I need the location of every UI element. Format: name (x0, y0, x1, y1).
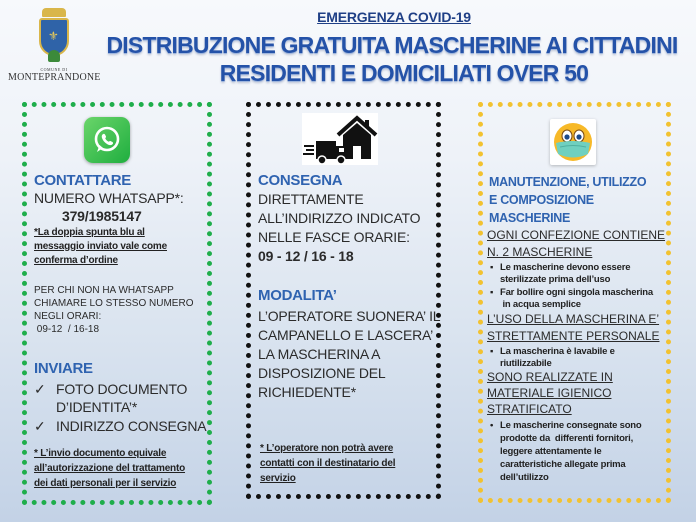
bullet-icon: • (490, 420, 494, 431)
section-3-bullet-line-4: caratteristiche allegate prima (500, 459, 626, 470)
maintenance-heading-line-3: MASCHERINE (489, 211, 571, 225)
section-3-bullet-line-1: Le mascherine consegnate sono (500, 420, 642, 431)
contact-footnote-line-2: all’autorizzazione del trattamento (34, 463, 186, 474)
comune-label: COMUNE DI (40, 67, 68, 72)
bullet-icon: ▪ (490, 346, 494, 357)
delivery-line-1: DIRETTAMENTE (258, 191, 364, 207)
contact-note-line-3: conferma d’ordine (34, 255, 118, 266)
alt-contact-line-3: NEGLI ORARI: (34, 311, 102, 322)
mode-heading: MODALITA’ (258, 287, 337, 304)
send-item-1-line-1: FOTO DOCUMENTO (56, 381, 188, 397)
section-3-line-3: STRATIFICATO (487, 402, 572, 416)
mode-line-3: LA MASCHERINA A (258, 346, 381, 362)
contact-heading: CONTATTARE (34, 172, 131, 189)
bullet-icon: ▪ (490, 262, 494, 273)
mode-line-2: CAMPANELLO E LASCERA’ (258, 327, 434, 343)
section-1-bullet-2-line-1: Far bollire ogni singola mascherina (500, 287, 653, 298)
check-icon: ✓ (34, 381, 46, 397)
delivery-heading: CONSEGNA (258, 172, 343, 189)
send-heading: INVIARE (34, 360, 93, 377)
section-3-line-1: SONO REALIZZATE IN (487, 370, 613, 384)
send-item-1-line-2: D’IDENTITA’* (56, 399, 138, 415)
section-1-bullet-1-line-1: Le mascherine devono essere (500, 262, 631, 273)
page-title-line-1: DISTRIBUZIONE GRATUITA MASCHERINE AI CITTADINI (106, 32, 678, 58)
section-3-line-2: MATERIALE IGIENICO (487, 386, 612, 400)
delivery-footnote-line-2: contatti con il destinatario del (260, 458, 396, 469)
section-1-line-1: OGNI CONFEZIONE CONTIENE (487, 228, 666, 242)
section-1-bullet-2-line-2: in acqua semplice (500, 299, 581, 310)
maintenance-heading-line-1: MANUTENZIONE, UTILIZZO (489, 175, 647, 189)
alt-contact-line-1: PER CHI NON HA WHATSAPP (34, 285, 174, 296)
contact-footnote-line-3: dei dati personali per il servizio (34, 478, 177, 489)
section-3-bullet-line-5: dell’utilizzo (500, 472, 549, 483)
mode-line-5: RICHIEDENTE* (258, 384, 356, 400)
contact-footnote-line-1: * L’invio documento equivale (34, 448, 167, 459)
delivery-footnote-line-1: * L’operatore non potrà avere (260, 443, 394, 454)
check-icon: ✓ (34, 418, 46, 434)
page-title-line-2: RESIDENTI E DOMICILIATI OVER 50 (219, 60, 589, 86)
section-3-bullet-line-3: leggere attentamente le (500, 446, 602, 457)
delivery-line-2: ALL’INDIRIZZO INDICATO (258, 210, 421, 226)
alt-contact-hours: 09-12 / 16-18 (34, 324, 100, 335)
whatsapp-icon (84, 117, 130, 163)
contact-note-line-1: *La doppia spunta blu al (34, 227, 145, 238)
masked-face-emoji-icon (550, 119, 596, 165)
whatsapp-number-label: NUMERO WHATSAPP*: (34, 190, 184, 206)
section-2-bullet-1-line-1: La mascherina è lavabile e (500, 346, 615, 357)
mode-line-1: L’OPERATORE SUONERA’ IL (258, 308, 441, 324)
delivery-hours: 09 - 12 / 16 - 18 (258, 248, 354, 264)
mode-line-4: DISPOSIZIONE DEL (258, 365, 386, 381)
section-2-bullet-1-line-2: riutilizzabile (500, 358, 552, 369)
send-item-2: INDIRIZZO CONSEGNA (56, 418, 207, 434)
section-1-line-2: N. 2 MASCHERINE (487, 245, 593, 259)
delivery-truck-house-icon (302, 113, 378, 165)
header (0, 0, 696, 96)
delivery-line-3: NELLE FASCE ORARIE: (258, 229, 410, 245)
delivery-footnote-line-3: servizio (260, 473, 296, 484)
municipal-crest-icon: ⚜ (37, 8, 71, 66)
comune-name: MONTEPRANDONE (8, 72, 101, 83)
bullet-icon: ▪ (490, 287, 494, 298)
section-2-line-1: L’USO DELLA MASCHERINA E’ (487, 312, 660, 326)
maintenance-heading-line-2: E COMPOSIZIONE (489, 193, 594, 207)
kicker-heading: EMERGENZA COVID-19 (317, 9, 471, 25)
section-1-bullet-1-line-2: sterilizzate prima dell’uso (500, 274, 611, 285)
contact-note-line-2: messaggio inviato vale come (34, 241, 167, 252)
whatsapp-number[interactable]: 379/1985147 (62, 208, 142, 224)
section-3-bullet-line-2: prodotte da differenti fornitori, (500, 433, 634, 444)
section-2-line-2: STRETTAMENTE PERSONALE (487, 329, 660, 343)
alt-contact-line-2: CHIAMARE LO STESSO NUMERO (34, 298, 194, 309)
